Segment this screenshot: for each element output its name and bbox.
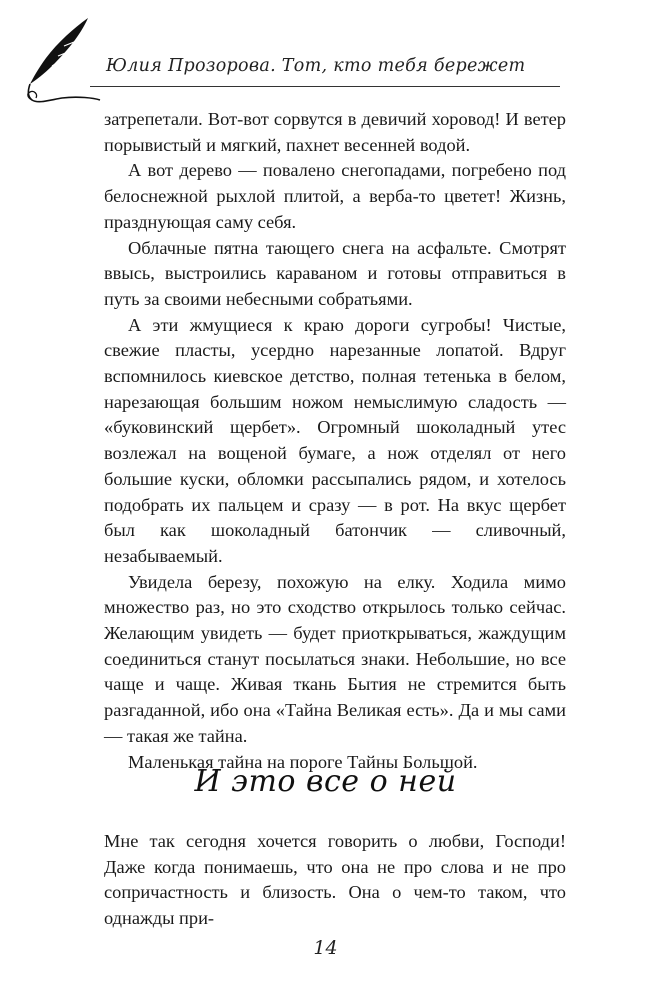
section-body <box>104 829 566 932</box>
section-title: И это все о ней <box>194 764 457 799</box>
paragraph: Увидела березу, похожую на елку. Ходила мимо множество раз, но это сходство открылось только сейчас. Желающим увидеть — будет приоткрываться, жаждущим соединиться станут посылаться знаки. Небольшие, но все чаще и чаще. Живая ткань Бытия не стремится быть разгаданной, ибо она «Тайна Великая есть». Да и мы сами — такая же тайна. <box>104 571 566 746</box>
header-rule <box>90 86 560 87</box>
running-title: Юлия Прозорова. Тот, кто тебя бережет <box>106 56 526 76</box>
paragraph: А вот дерево — повалено снегопадами, погребено под белоснежной рыхлой плитой, а верба-то цветет! Жизнь, празднующая саму себя. <box>104 160 566 232</box>
body-text <box>104 107 566 775</box>
paragraph: Облачные пятна тающего снега на асфальте. Смотрят ввысь, выстроились караваном и готовы отправиться в путь за своими небесными собратьями. <box>104 237 566 309</box>
quill-feather-icon <box>22 14 102 104</box>
page-number: 14 <box>313 937 338 959</box>
paragraph: затрепетали. Вот-вот сорвутся в девичий хоровод! И ветер порывистый и мягкий, пахнет весенней водой. <box>104 109 566 155</box>
paragraph: Маленькая тайна на пороге Тайны Большой. <box>128 751 478 772</box>
paragraph: А эти жмущиеся к краю дороги сугробы! Чистые, свежие пласты, усердно нарезанные лопатой. Вдруг вспомнилось киевское детство, полная тетенька в белом, нарезающая большим ножом немыслимую сладость — «буковинский щербет». Огромный шоколадный утес возлежал на вощеной бумаге, а нож отделял от него большие куски, обломки рассыпались рядом, и хотелось подобрать их пальцем и сразу — в рот. На вкус щербет был как шоколадный батончик — сливочный, незабываемый. <box>104 314 566 566</box>
running-head <box>0 0 651 110</box>
paragraph: Мне так сегодня хочется говорить о любви, Господи! Даже когда понимаешь, что она не про слова и не про сопричастность и близость. Она о чем-то таком, что однажды при- <box>104 831 566 929</box>
